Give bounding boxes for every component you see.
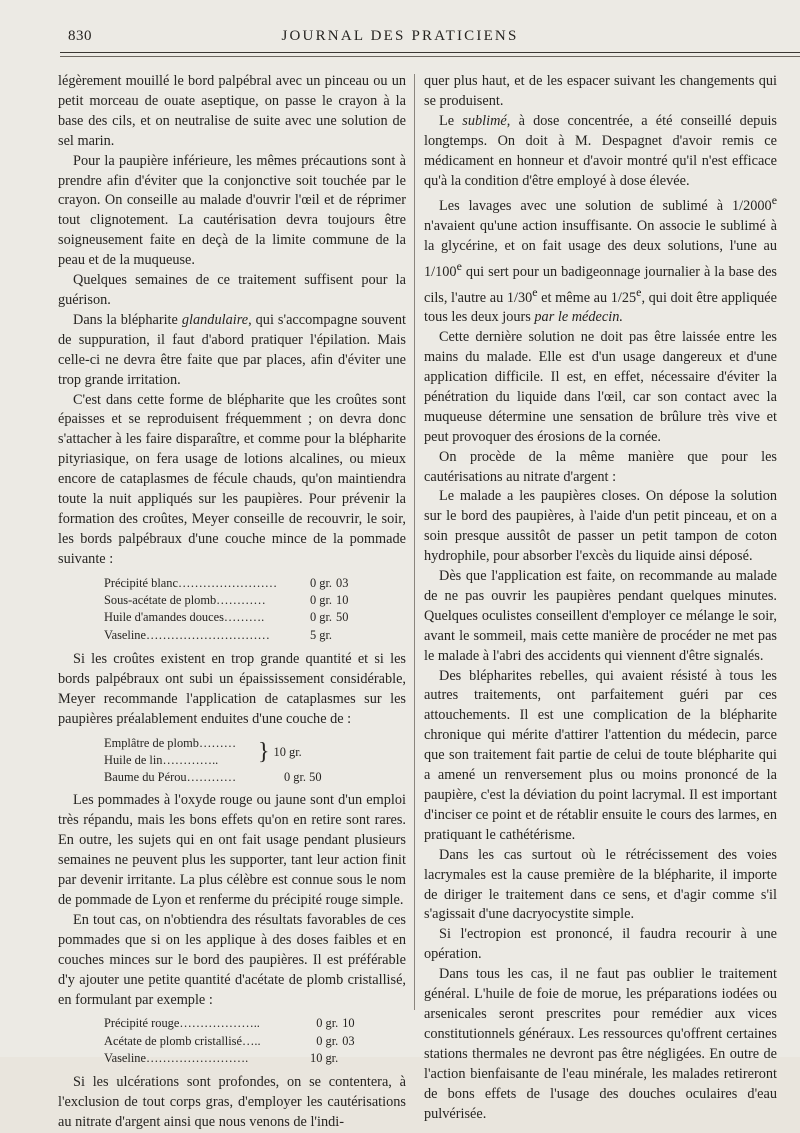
ingredient-amount: 03 xyxy=(342,1033,355,1048)
formula-group xyxy=(104,735,406,769)
paragraph: légèrement mouillé le bord palpébral avec un pinceau ou un petit morceau de ouate aseptique, on passe le crayon à la base des cils, et on neutralise de suite avec une solution de sel marin. xyxy=(58,73,406,149)
left-column xyxy=(58,72,406,1133)
formula-row xyxy=(104,1033,355,1050)
ingredient-qty: 0 gr. xyxy=(316,1016,339,1031)
text-segment: Dans la blépharite xyxy=(73,311,182,328)
journal-title: JOURNAL DES PRATICIENS xyxy=(281,28,519,44)
grouped-ingredients xyxy=(104,735,256,769)
ingredient-name: Sous-acétate de plomb………… xyxy=(104,592,266,607)
paragraph: Si l'ectropion est prononcé, il faudra recourir à une opération. xyxy=(424,926,777,963)
ingredient-qty: 0 gr. xyxy=(310,575,333,590)
ingredient-amount: 10 xyxy=(342,1016,355,1031)
prescription-formula xyxy=(104,1015,355,1067)
ingredient-qty: 0 gr. xyxy=(310,592,333,607)
ingredient-qty: 0 gr. 50 xyxy=(284,770,322,785)
ingredient-name: Acétate de plomb cristallisé….. xyxy=(104,1033,261,1048)
paragraph: quer plus haut, et de les espacer suivant les changements qui se produisent. xyxy=(424,73,777,109)
formula-row xyxy=(104,627,348,644)
emphasis: par le médecin. xyxy=(534,309,623,326)
paragraph: Si les ulcérations sont profondes, on se contentera, à l'exclusion de tout corps gras, d'employer les cautérisations au nitrate d'argent ainsi que nous venons de l'indi- xyxy=(58,1074,406,1131)
column-divider xyxy=(414,74,415,1010)
paragraph: Des blépharites rebelles, qui avaient résisté à tous les autres traitements, ont parfaitement guéri par ces attouchements. Il est une complication de la blépharite chronique qui mérite d'attirer l'attention du médecin, parce que son traitement fait partie de celui de toute blépharite qui a amené un renversement plus ou moins prononcé de la paupière, c'est la déviation du point lacrymal. Il est important d'inciser ce point et de rétablir ensuite le cours des larmes, en pratiquant le cathétérisme. xyxy=(424,667,777,843)
page-number: 830 xyxy=(68,28,92,44)
brace-symbol: } xyxy=(258,739,270,766)
paragraph: Les lavages avec une solution de sublimé à 1/2000e n'avaient qu'une action insuffisante. On associe le sublimé à la glycérine, et on fait usage des deux solutions, l'une au 1/100e qui sert pour un badigeonnage journalier à la base des cils, l'autre au 1/30e et même au 1/25e, qui doit être appliquée tous les deux jours par le médecin. xyxy=(424,193,777,326)
paragraph: Le malade a les paupières closes. On dépose la solution sur le bord des paupières, à l'aide d'un petit pinceau, et on a soin presque aussitôt de passer un petit tampon de coton hydrophile, pour absorber l'excès du liquide ainsi déposé. xyxy=(424,488,777,565)
ingredient-name: Huile d'amandes douces………. xyxy=(104,610,265,625)
paragraph: Dès que l'application est faite, on recommande au malade de ne pas ouvrir les paupières pendant quelques minutes. Quelques oculistes conseillent d'employer ce mélange le soir, avant le sommeil, mais cette manière de procéder ne met pas le malade à l'abri des accidents qui viennent d'être signalés. xyxy=(424,568,777,664)
ingredient-name: Précipité rouge……………….. xyxy=(104,1016,260,1031)
ingredient-name: Vaseline………………………… xyxy=(104,627,270,642)
paragraph: Cette dernière solution ne doit pas être laissée entre les mains du malade. Elle est d'un usage dangereux et d'une application difficile. Il est, en effet, nécessaire d'éviter la pénétration du liquide dans l'œil, car son contact avec la muqueuse détermine une sensation de brûlure très vive et peut provoquer des érosions de la cornée. xyxy=(424,329,777,445)
ingredient-amount: 03 xyxy=(336,575,349,590)
formula-row xyxy=(104,609,348,626)
ingredient-qty: 0 gr. xyxy=(310,610,333,625)
ingredient-name: Emplâtre de plomb……… xyxy=(104,736,237,751)
paragraph: Dans les cas surtout où le rétrécissement des voies lacrymales est la cause première de la blépharite, il importe de diriger le traitement dans ce sens, et d'agir comme s'il s'agissait d'une dacryocystite simple. xyxy=(424,846,777,923)
formula-row xyxy=(104,575,348,592)
paragraph: On procède de la même manière que pour les cautérisations au nitrate d'argent : xyxy=(424,448,777,485)
formula-row xyxy=(104,1015,355,1032)
paragraph: Pour la paupière inférieure, les mêmes précautions sont à prendre afin d'éviter que la conjonctive soit touchée par le crayon. On conseille au malade d'ouvrir l'œil et de réprimer tout clignotement. La cautérisation devra toujours être soigneusement faite en deçà de la limite commune de la peau et de la muqueuse. xyxy=(58,152,406,269)
emphasis: glandulaire xyxy=(181,311,249,328)
ingredient-qty: 5 gr. xyxy=(310,627,333,642)
paragraph: Les pommades à l'oxyde rouge ou jaune sont d'un emploi très répandu, mais les bons effets qu'on en retire sont rares. En outre, les sujets qui en ont fait usage pendant plusieurs semaines ne peuvent plus les supporter, tant leur action finit par devenir irritante. La plus célèbre est connue sous le nom de pommade de Lyon et renferme du précipité rouge simple. xyxy=(58,792,406,908)
prescription-formula xyxy=(104,575,348,644)
header-rule xyxy=(60,52,800,53)
formula-row xyxy=(104,592,348,609)
paragraph: C'est dans cette forme de blépharite que les croûtes sont épaisses et se reproduisent fréquemment ; on devra donc s'attacher à les faire disparaître, et comme pour la blépharite pityriasique, on fera usage de lotions alcalines, ou mieux encore de cataplasmes de fécule chauds, qu'on maintiendra toute la nuit appliqués sur les paupières. Pour prévenir la formation des croûtes, Meyer conseille de recouvrir, le soir, les bords palpébraux d'une couche mince de la pommade suivante : xyxy=(58,391,406,567)
paragraph: En tout cas, on n'obtiendra des résultats favorables de ces pommades que si on les applique à des doses faibles et en couches minces sur le bord des paupières. Il est préférable d'y ajouter une petite quantité d'acétate de plomb cristallisé, en formulant par exemple : xyxy=(58,911,406,1008)
running-header xyxy=(0,28,800,50)
paragraph: Quelques semaines de ce traitement suffisent pour la guérison. xyxy=(58,272,406,308)
ingredient-qty: 10 gr. xyxy=(273,744,302,759)
ingredient-name: Précipité blanc…………………… xyxy=(104,575,278,590)
ingredient-name: Baume du Pérou………… xyxy=(104,770,237,785)
ingredient-name: Huile de lin………….. xyxy=(104,753,219,768)
prescription-formula xyxy=(104,735,406,786)
formula-row xyxy=(104,1050,355,1067)
ingredient-name: Vaseline……………………. xyxy=(104,1051,249,1066)
right-column xyxy=(424,72,777,1124)
paragraph: Si les croûtes existent en trop grande quantité et si les bords palpébraux ont subi un épaississement considérable, Meyer recommande l'application de cataplasmes sur les paupières préalablement enduites d'une couche de : xyxy=(58,650,406,727)
ingredient-amount: 10 xyxy=(336,592,349,607)
paragraph: Le sublimé, à dose concentrée, a été conseillé depuis longtemps. On doit à M. Despagnet d'avoir remis ce médicament en honneur et d'avoir montré qu'il n'est efficace qu'à la condition d'être employé à dose élevée. xyxy=(424,112,778,189)
text-segment: , qui s'accompagne souvent de suppuration, il faut d'abord pratiquer l'épilation. Mais celle-ci ne devra être faite que par places, afin d'éviter une trop grande irritation. xyxy=(58,311,406,388)
formula-row xyxy=(104,769,406,786)
paragraph: Dans tous les cas, il ne faut pas oublier le traitement général. L'huile de foie de morue, les préparations iodées ou arsenicales seront prescrites pour remédier aux vices constitutionnels généraux. Les ressources qu'offrent certaines stations thermales ne devront pas être négligées. En outre de l'action bienfaisante de l'eau minérale, les malades retireront de bons effets de l'usage des douches oculaires d'eau pulvérisée. xyxy=(424,966,777,1122)
ingredient-amount xyxy=(336,627,348,644)
paragraph xyxy=(58,311,406,391)
ingredient-amount: 50 xyxy=(336,610,349,625)
ingredient-qty: 0 gr. xyxy=(316,1033,339,1048)
ingredient-qty: 10 gr. xyxy=(310,1051,339,1066)
ingredient-amount xyxy=(342,1050,354,1067)
header-rule-thin xyxy=(60,56,800,57)
emphasis: sublimé xyxy=(462,112,507,129)
